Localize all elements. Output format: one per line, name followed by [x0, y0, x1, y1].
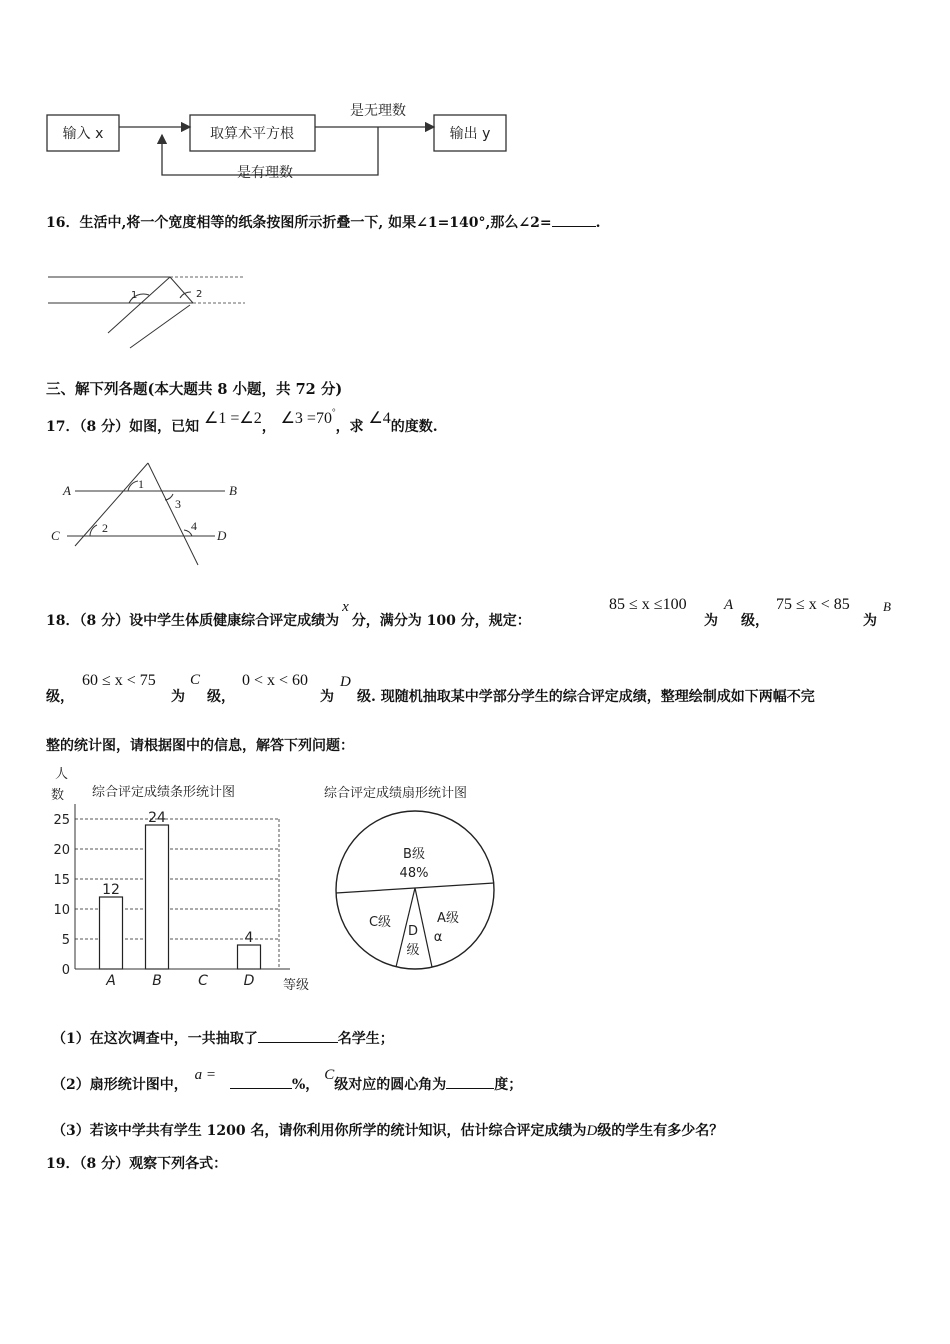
output-label: 输出 y — [449, 126, 491, 142]
slice-b-label: B级 — [403, 847, 425, 862]
slice-d-label-line2: 级 — [406, 943, 420, 958]
pie-chart — [320, 780, 520, 975]
bar-value-label: 4 — [244, 930, 254, 946]
angle-1-label: 1 — [131, 290, 138, 301]
q17-angle4: ∠4 — [368, 410, 391, 427]
slice-c-label: C级 — [368, 915, 392, 930]
q16-stem: 16．生活中,将一个宽度相等的纸条按图所示折叠一下, 如果∠1=140°,那么∠2= — [46, 215, 552, 231]
y-axis-label-1: 人 — [55, 767, 69, 782]
q16-blank — [552, 212, 596, 227]
q17-figure — [45, 458, 255, 573]
sub1-prefix: （1）在这次调查中，一共抽取了 — [52, 1031, 258, 1047]
sub2-blank-angle — [446, 1074, 494, 1089]
q16-text — [46, 212, 600, 232]
angle-1-label: 1 — [138, 477, 144, 491]
bar-chart-title: 综合评定成绩条形统计图 — [92, 785, 236, 800]
sub3-grade-d: D — [586, 1123, 598, 1139]
q17-comma: ， — [261, 419, 276, 435]
slice-a-label: A级 — [437, 911, 459, 926]
x-category-label: C — [198, 973, 208, 989]
x-category-label: A — [106, 973, 116, 989]
q18-line2-suffix: 级. 现随机抽取某中学部分学生的综合评定成绩，整理绘制成如下两幅不完 — [357, 689, 815, 705]
q18-line3: 整的统计图，请根据图中的信息，解答下列问题： — [46, 738, 354, 754]
ji-c: 级， — [207, 689, 235, 705]
sub2-end: 度； — [494, 1077, 523, 1093]
var-x: x — [342, 599, 349, 615]
bar-d — [238, 945, 261, 969]
q18-sub3 — [52, 1120, 723, 1140]
q17-cond2: ∠3 =70 — [280, 410, 332, 427]
grade-a: A — [724, 597, 734, 613]
range-d: 0 < x < 60 — [242, 672, 309, 689]
slice-a-value: α — [433, 930, 443, 945]
sub2-grade-c: C — [324, 1067, 335, 1083]
bar-value-label: 12 — [102, 882, 120, 898]
q17-degree: ° — [331, 407, 336, 417]
ji-a: 级， — [741, 613, 769, 629]
sub3-prefix: （3）若该中学共有学生 1200 名，请你利用你所学的统计知识，估计综合评定成绩为 — [52, 1123, 587, 1139]
q17-cond1: ∠1 =∠2 — [203, 410, 262, 427]
input-label: 输入 x — [62, 126, 104, 142]
section3-title: 三、解下列各题(本大题共 8 小题，共 72 分) — [46, 381, 343, 398]
grade-c: C — [190, 672, 201, 688]
q19-text: 19．（8 分）观察下列各式： — [46, 1156, 228, 1172]
q16-end: . — [595, 215, 601, 231]
bar-value-label: 24 — [148, 810, 166, 826]
wei-a: 为 — [704, 613, 718, 629]
sub1-suffix: 名学生； — [337, 1031, 394, 1047]
wei-d: 为 — [320, 689, 334, 705]
point-d-label: D — [217, 528, 227, 543]
bar-a — [100, 897, 123, 969]
x-category-label: D — [243, 973, 255, 989]
y-tick-label: 5 — [61, 933, 70, 948]
bar-b — [146, 825, 169, 969]
sub2-prefix: （2）扇形统计图中， — [52, 1077, 188, 1093]
point-b-label: B — [229, 483, 237, 498]
q17-suffix: 的度数. — [390, 419, 438, 435]
range-a: 85 ≤ x ≤100 — [609, 596, 687, 613]
pie-chart-title: 综合评定成绩扇形统计图 — [324, 786, 468, 801]
y-axis-label-2: 数 — [51, 788, 65, 803]
angle-2-label: 2 — [102, 521, 108, 535]
sub2-var-a: a = — [194, 1067, 216, 1083]
wei-b: 为 — [863, 613, 877, 629]
y-tick-label: 15 — [53, 873, 70, 888]
flowchart — [40, 95, 520, 190]
y-tick-label: 25 — [53, 813, 70, 828]
x-category-label: B — [152, 973, 162, 989]
q18-prefix: 18．（8 分）设中学生体质健康综合评定成绩为 — [46, 613, 340, 629]
x-axis-label: 等级 — [283, 978, 310, 993]
point-c-label: C — [51, 528, 60, 543]
q18-sub2 — [52, 1067, 523, 1094]
y-tick-label: 0 — [61, 963, 70, 978]
slice-b-value: 48% — [399, 866, 429, 881]
sub2-percent: %， — [292, 1077, 320, 1093]
q17-prefix: 17．（8 分）如图，已知 — [46, 419, 200, 435]
bar-chart — [45, 762, 335, 997]
ji-b: 级， — [46, 689, 74, 705]
sub1-blank — [258, 1028, 338, 1043]
angle-2-label: 2 — [196, 289, 203, 300]
q16-figure — [45, 268, 250, 353]
angle-4-label: 4 — [191, 519, 197, 533]
angle-3-label: 3 — [175, 497, 181, 511]
slice-d-label-line1: D — [407, 924, 419, 939]
q18-line1 — [46, 599, 531, 630]
q18-sub1 — [52, 1028, 394, 1048]
process-label: 取算术平方根 — [210, 126, 294, 142]
wei-c: 为 — [171, 689, 185, 705]
range-b: 75 ≤ x < 85 — [776, 596, 850, 613]
rational-label: 是有理数 — [237, 165, 293, 181]
range-c: 60 ≤ x < 75 — [82, 672, 156, 689]
grade-d: D — [340, 674, 351, 690]
q17-ask: ，求 — [335, 419, 364, 435]
sub2-blank-a — [230, 1074, 292, 1089]
sub3-suffix: 级的学生有多少名？ — [597, 1123, 724, 1139]
grade-b: B — [883, 599, 891, 614]
q17-text — [46, 407, 438, 436]
y-tick-label: 20 — [53, 843, 70, 858]
q18-mid: 分，满分为 100 分，规定： — [351, 613, 531, 629]
irrational-label: 是无理数 — [350, 103, 406, 119]
sub2-mid: 级对应的圆心角为 — [334, 1077, 447, 1093]
y-tick-label: 10 — [53, 903, 70, 918]
point-a-label: A — [63, 483, 71, 498]
